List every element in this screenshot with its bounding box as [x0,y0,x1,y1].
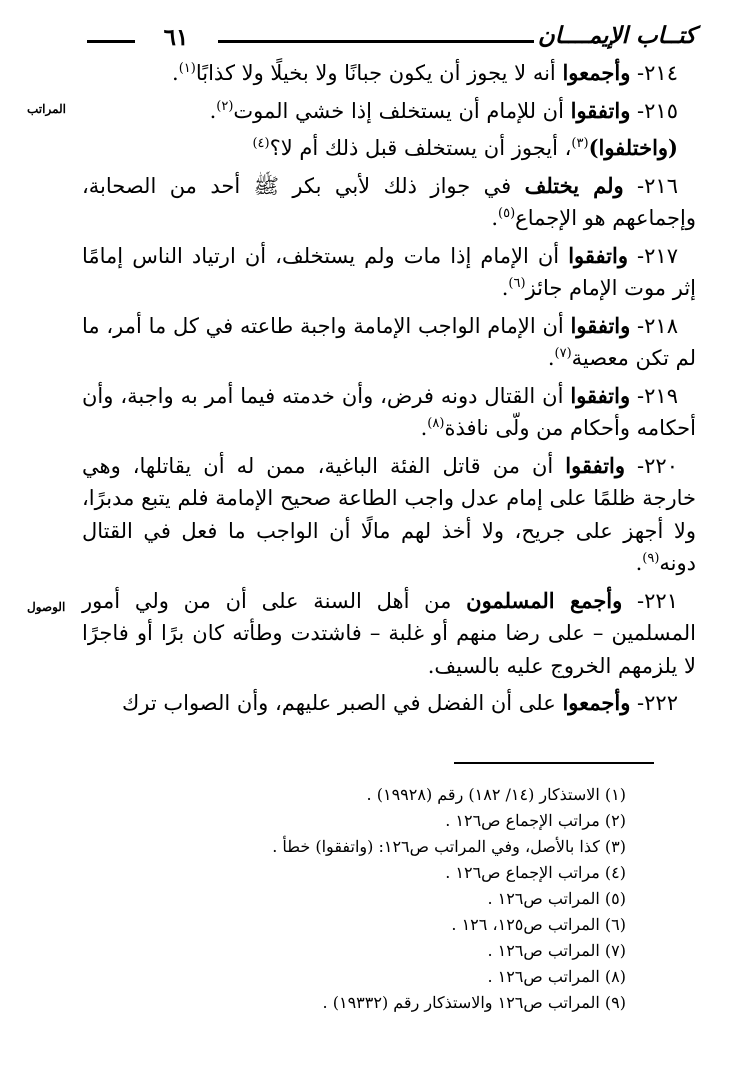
footnote-ref: (٢) [216,98,234,114]
paragraph-219 [82,380,696,445]
lead-word: وأجمعوا [562,60,631,85]
paragraph-text: في جواز ذلك لأبي بكر ﷺ أحد من الصحابة، وإجماعهم هو الإجماع [82,173,696,230]
page-title: كتــاب الإيمــــان [537,22,696,49]
item-number: ٢١٤- [637,61,678,85]
header-rule-right [218,40,534,43]
paragraph-216 [82,170,696,235]
paragraph-215b [82,132,696,165]
lead-word: (واختلفوا) [588,135,678,160]
paragraph-221 [82,585,696,683]
item-number: ٢١٧- [637,243,678,268]
paragraph-text: أنه لا يجوز أن يكون جبانًا ولا بخيلًا ولا كذابًا [195,61,563,85]
item-number: ٢١٦- [637,173,678,198]
footnote-ref: (٤) [252,136,270,151]
footnote-ref: (١) [178,61,196,76]
footnote-ref: (٦) [508,276,526,291]
footnote: (٢) مراتب الإجماع ص١٢٦ . [445,811,626,830]
main-text [82,57,696,725]
footnote-ref: (٧) [554,346,572,361]
footnotes [106,782,626,1016]
margin-note-wusul: الوصول [27,600,66,614]
footnote: (٤) مراتب الإجماع ص١٢٦ . [445,863,626,882]
lead-word: ولم يختلف [524,172,624,198]
paragraph-222 [82,687,696,720]
paragraph-tail: . [635,551,643,575]
paragraph-tail: . [209,98,217,123]
footnote: (١) الاستذكار (١٤/ ١٨٢) رقم (١٩٩٢٨) . [366,785,626,804]
header-rule-left [87,40,135,43]
page-header [82,22,696,62]
footnote-ref: (٣) [571,136,589,151]
paragraph-text: أن الإمام إذا مات ولم يستخلف، أن ارتياد الناس إمامًا إثر موت الإمام جائز [82,243,696,300]
paragraph-text: ، أيجوز أن يستخلف قبل ذلك أم لا؟ [269,136,572,160]
footnote: (٦) المراتب ص١٢٥، ١٢٦ . [451,915,626,934]
paragraph-text: من أهل السنة على أن من ولي أمور المسلمين – على رضا منهم أو غلبة – فاشتدت وطأته كان برًا أو فاجرًا لا يلزمهم الخروج عليه بالسيف. [82,588,696,678]
item-number: ٢١٥- [637,98,678,123]
lead-word: واتفقوا [570,97,631,123]
paragraph-218 [82,310,696,375]
item-number: ٢٢٠- [637,453,678,478]
footnote: (٧) المراتب ص١٢٦ . [487,941,626,960]
item-number: ٢٢١- [637,588,678,613]
paragraph-tail: . [491,206,499,230]
paragraph-tail: . [172,61,179,85]
paragraph-tail: . [420,416,428,440]
lead-word: وأجمعوا [562,690,631,715]
lead-word: واتفقوا [565,452,626,478]
footnote-ref: (٩) [642,551,660,566]
paragraph-tail: . [547,346,555,370]
paragraph-text: أن الإمام الواجب الإمامة واجبة طاعته في كل ما أمر، ما لم تكن معصية [82,313,696,370]
lead-word: وأجمع المسلمون [466,587,623,613]
lead-word: واتفقوا [568,242,628,268]
paragraph-text: أن القتال دونه فرض، وأن خدمته فيما أمر به واجبة، وأن أحكامه وأحكام من ولّى نافذة [82,383,696,440]
paragraph-text: أن للإمام أن يستخلف إذا خشي الموت [233,98,571,123]
paragraph-215 [82,95,696,128]
paragraph-tail: . [501,276,509,300]
item-number: ٢٢٢- [637,691,678,715]
margin-note-maratib: المراتب [27,102,67,116]
footnote: (٣) كذا بالأصل، وفي المراتب ص١٢٦: (واتفقوا) خطأ . [272,837,626,856]
footnote: (٩) المراتب ص١٢٦ والاستذكار رقم (١٩٣٣٢) . [322,993,626,1012]
paragraph-214 [82,57,696,90]
footnote-divider [454,762,654,764]
paragraph-220 [82,450,696,580]
lead-word: واتفقوا [570,312,631,338]
footnote-ref: (٥) [498,206,516,221]
item-number: ٢١٨- [637,313,678,338]
item-number: ٢١٩- [637,383,678,408]
paragraph-text: على أن الفضل في الصبر عليهم، وأن الصواب ترك [121,691,563,715]
lead-word: واتفقوا [570,382,631,408]
paragraph-217 [82,240,696,305]
paragraph-text: أن من قاتل الفئة الباغية، ممن له أن يقاتلها، وهي خارجة ظلمًا على إمام عدل واجب الطاعة صحيح الإمامة فلم يتبع مدبرًا، ولا أجهز على جريح، ولا أخذ لهم مالًا أن الواجب ما فعل في القتال دونه [82,453,696,575]
page-number: ٦١ [163,24,189,51]
footnote-ref: (٨) [427,416,445,431]
footnote: (٨) المراتب ص١٢٦ . [487,967,626,986]
footnote: (٥) المراتب ص١٢٦ . [487,889,626,908]
